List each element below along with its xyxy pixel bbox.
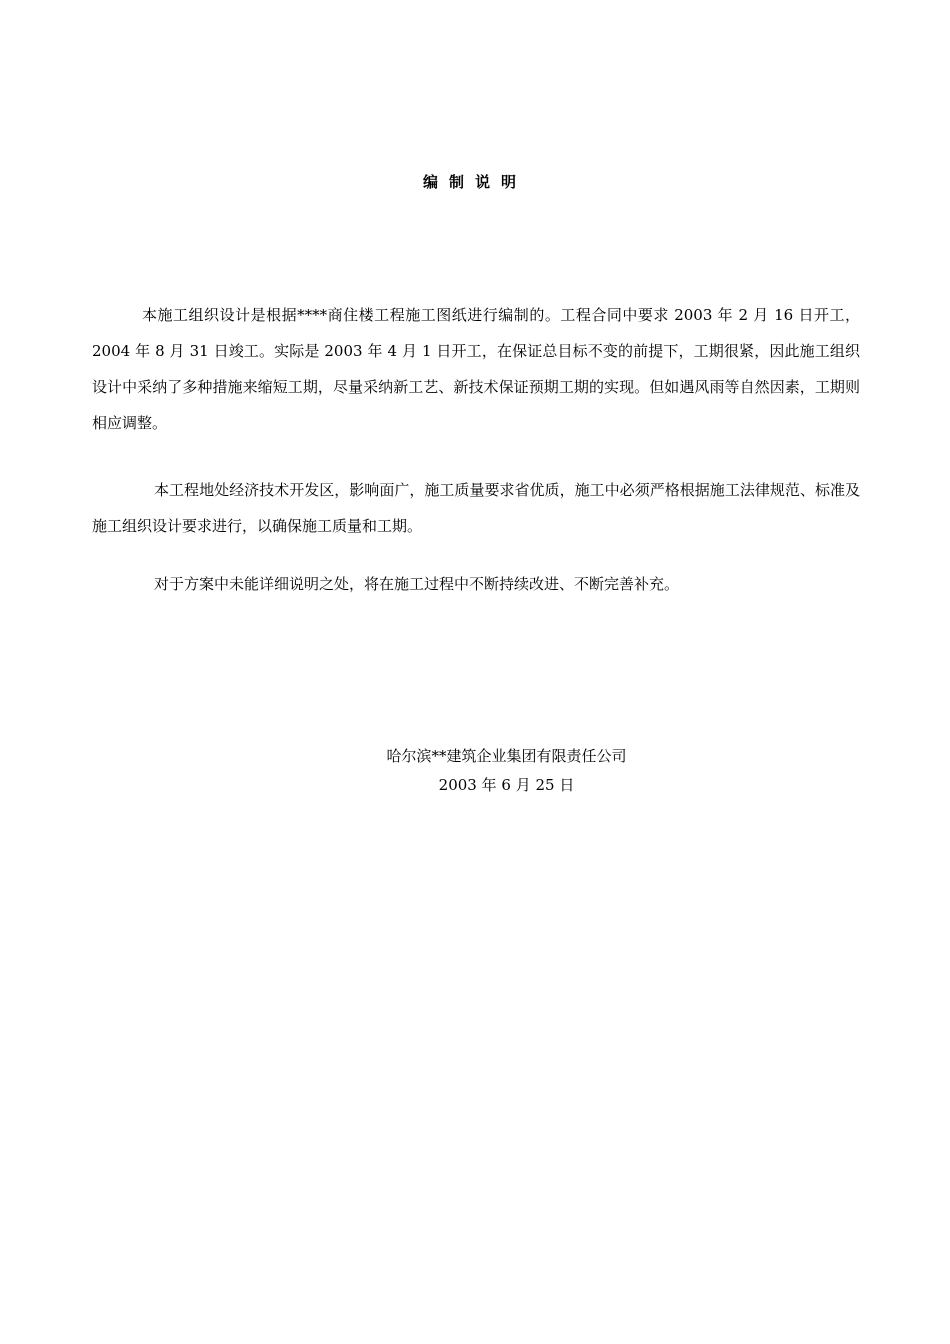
signature-date: 2003 年 6 月 25 日 [438,776,575,794]
paragraph-supplement: 对于方案中未能详细说明之处，将在施工过程中不断持续改进、不断完善补充。 [154,575,680,593]
paragraph-intro: 本施工组织设计是根据****商住楼工程施工图纸进行编制的。工程合同中要求 2003 年 2 月 16 日开工，2004 年 8 月 31 日竣工。实际是 2003 年 4 月 1 日开工，在保证总目标不变的前提下，工期很紧，因此施工组织设计中采纳了多种措施来缩短工期，尽量采纳新工艺、新技术保证预期工期的实现。但如遇风雨等自然因素，工期则相应调整。 [92,306,860,432]
signature-company: 哈尔滨**建筑企业集团有限责任公司 [386,747,627,765]
document-title: 编制说明 [422,173,527,191]
paragraph-location: 本工程地处经济技术开发区，影响面广，施工质量要求省优质，施工中必须严格根据施工法律规范、标准及施工组织设计要求进行，以确保施工质量和工期。 [92,481,860,535]
signature-block [0,742,950,800]
